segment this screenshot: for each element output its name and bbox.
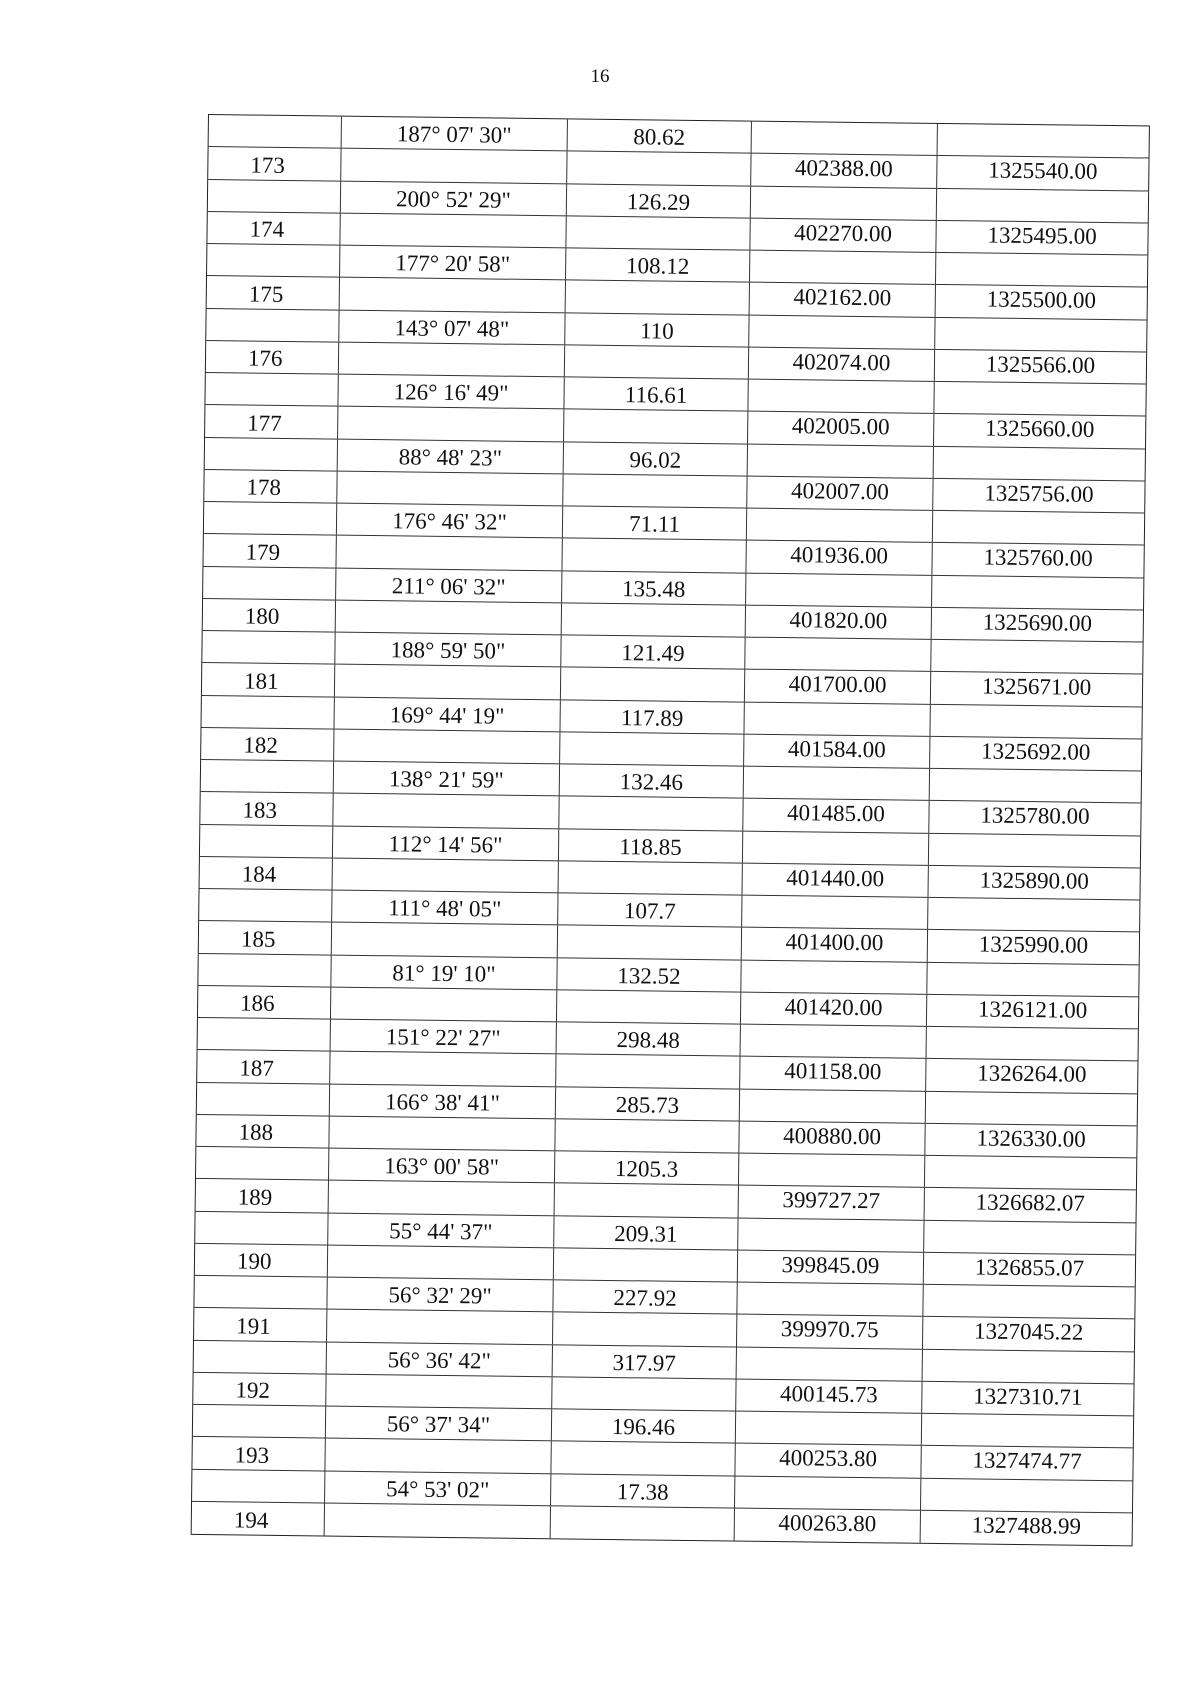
table-cell-bearing: 143° 07' 48"	[339, 310, 565, 344]
table-cell-easting	[744, 767, 930, 801]
table-cell-northing	[921, 1478, 1132, 1512]
table-cell-distance: 107.7	[558, 893, 742, 926]
table-cell-easting	[737, 1283, 923, 1317]
table-cell-distance	[566, 216, 750, 249]
table-cell-northing	[932, 575, 1143, 609]
table-cell-distance	[567, 152, 751, 185]
table-cell-northing	[937, 188, 1148, 222]
table-cell-bearing: 169° 44' 19"	[335, 697, 561, 731]
table-cell-distance	[565, 345, 749, 378]
table-cell-distance	[559, 797, 743, 830]
table-cell-bearing: 81° 19' 10"	[331, 955, 557, 989]
table-cell-distance: 1205.3	[555, 1151, 739, 1184]
table-cell-station	[205, 373, 338, 406]
table-cell-distance	[561, 668, 745, 701]
table-cell-northing	[936, 253, 1147, 287]
table-cell-northing: 1325566.00	[985, 351, 1096, 378]
table-cell-northing	[935, 317, 1146, 351]
table-cell-bearing: 54° 53' 02"	[325, 1471, 551, 1505]
table-cell-bearing: 200° 52' 29"	[341, 181, 567, 215]
table-cell-station: 190	[195, 1244, 328, 1277]
table-cell-station	[209, 115, 342, 148]
table-cell-bearing	[327, 1310, 553, 1344]
table-cell-bearing: 176° 46' 32"	[337, 504, 563, 538]
table-cell-easting: 401700.00	[745, 670, 931, 704]
table-cell-station	[194, 1276, 327, 1309]
table-cell-northing: 1325780.00	[980, 802, 1090, 830]
table-cell-station	[198, 953, 331, 986]
table-cell-station	[193, 1405, 326, 1438]
table-cell-northing: 1325660.00	[984, 415, 1095, 443]
table-cell-northing	[934, 446, 1145, 480]
table-cell-bearing	[328, 1245, 554, 1279]
table-cell-easting	[752, 122, 938, 156]
table-cell-northing	[929, 833, 1140, 867]
table-cell-easting	[750, 251, 936, 285]
table-cell-northing: 1327310.71	[973, 1383, 1083, 1410]
table-cell-distance: 71.11	[563, 506, 747, 539]
table-cell-distance: 132.52	[557, 958, 741, 991]
table-cell-bearing	[329, 1181, 555, 1215]
table-cell-station: 184	[200, 857, 333, 890]
table-cell-bearing: 56° 36' 42"	[327, 1342, 553, 1376]
table-cell-bearing	[340, 278, 566, 312]
table-cell-station: 191	[194, 1308, 327, 1341]
table-cell-easting: 399970.75	[737, 1315, 923, 1349]
table-cell-bearing: 111° 48' 05"	[332, 891, 558, 925]
table-cell-northing	[934, 382, 1145, 416]
table-cell-bearing: 163° 00' 58"	[329, 1149, 555, 1183]
table-cell-northing	[931, 640, 1142, 674]
table-cell-distance	[551, 1442, 735, 1475]
table-cell-easting: 401400.00	[742, 928, 928, 962]
table-cell-station: 187	[197, 1050, 330, 1083]
table-cell-easting: 400880.00	[739, 1121, 925, 1155]
table-cell-bearing: 112° 14' 56"	[333, 826, 559, 860]
table-cell-northing	[926, 1091, 1137, 1125]
table-cell-station: 176	[206, 341, 339, 374]
table-cell-bearing: 126° 16' 49"	[338, 375, 564, 409]
table-cell-distance: 298.48	[557, 1022, 741, 1055]
table-cell-bearing	[333, 794, 559, 828]
table-cell-bearing	[340, 213, 566, 247]
table-cell-station	[198, 1018, 331, 1051]
table-cell-distance: 80.62	[568, 119, 752, 152]
table-cell-northing: 1325540.00	[988, 157, 1098, 185]
table-cell-easting: 399727.27	[739, 1186, 925, 1220]
table-cell-northing	[925, 1156, 1136, 1190]
table-cell-bearing: 138° 21' 59"	[334, 762, 560, 796]
table-cell-northing	[930, 704, 1141, 738]
table-cell-distance	[555, 1119, 739, 1152]
table-cell-distance: 17.38	[551, 1474, 735, 1507]
table-cell-bearing: 151° 22' 27"	[331, 1020, 557, 1054]
table-cell-northing: 1325671.00	[981, 673, 1092, 701]
table-cell-station	[199, 889, 332, 922]
table-cell-easting: 401936.00	[746, 541, 932, 575]
table-cell-easting: 399845.09	[738, 1250, 924, 1284]
table-cell-northing: 1325692.00	[981, 738, 1091, 765]
table-cell-northing: 1326121.00	[977, 996, 1088, 1023]
table-cell-station	[200, 824, 333, 857]
table-cell-station: 182	[201, 728, 334, 761]
table-cell-bearing: 56° 37' 34"	[326, 1407, 552, 1441]
table-cell-station	[207, 244, 340, 277]
table-cell-easting: 401158.00	[740, 1057, 926, 1091]
table-cell-bearing	[336, 536, 562, 570]
table-cell-station: 183	[200, 792, 333, 825]
table-cell-bearing	[325, 1439, 551, 1473]
survey-table	[191, 114, 1150, 1546]
table-cell-bearing: 177° 20' 58"	[340, 246, 566, 280]
table-cell-bearing: 188° 59' 50"	[335, 633, 561, 667]
table-cell-station	[203, 566, 336, 599]
table-cell-easting	[741, 1025, 927, 1059]
table-cell-easting	[736, 1412, 922, 1446]
table-cell-station: 178	[204, 470, 337, 503]
table-cell-station: 185	[199, 921, 332, 954]
table-cell-distance: 118.85	[559, 829, 743, 862]
table-cell-easting: 400145.73	[736, 1379, 922, 1413]
table-cell-bearing	[326, 1374, 552, 1408]
table-cell-bearing	[330, 1052, 556, 1086]
table-cell-distance	[551, 1506, 735, 1540]
table-cell-station: 177	[205, 405, 338, 438]
table-cell-easting	[742, 896, 928, 930]
table-cell-distance: 108.12	[566, 248, 750, 281]
table-cell-northing	[927, 962, 1138, 996]
table-cell-northing	[933, 511, 1144, 545]
page-number: 16	[590, 66, 610, 87]
table-cell-distance	[552, 1377, 736, 1410]
table-cell-station: 194	[192, 1502, 325, 1536]
table-cell-station	[201, 760, 334, 793]
table-cell-northing: 1325760.00	[983, 544, 1093, 572]
table-cell-station: 193	[192, 1437, 325, 1470]
table-cell-northing: 1325690.00	[982, 609, 1093, 636]
table-cell-bearing: 88° 48' 23"	[338, 439, 564, 473]
table-cell-bearing	[337, 471, 563, 505]
table-cell-distance	[563, 474, 747, 507]
table-cell-distance: 96.02	[564, 442, 748, 475]
table-cell-distance	[562, 603, 746, 636]
table-cell-northing	[923, 1349, 1134, 1383]
table-cell-bearing: 211° 06' 32"	[336, 568, 562, 602]
table-cell-northing: 1325495.00	[987, 222, 1097, 249]
table-cell-easting	[746, 573, 932, 607]
table-cell-station: 192	[193, 1373, 326, 1406]
table-cell-station	[195, 1211, 328, 1244]
table-cell-station	[197, 1082, 330, 1115]
table-cell-bearing	[338, 407, 564, 441]
table-cell-northing	[928, 898, 1139, 932]
table-cell-easting	[741, 960, 927, 994]
table-cell-bearing: 187° 07' 30"	[342, 117, 568, 151]
table-cell-station: 180	[203, 599, 336, 632]
table-cell-easting	[747, 509, 933, 543]
table-cell-bearing	[333, 858, 559, 892]
table-cell-easting	[749, 315, 935, 349]
table-cell-distance: 196.46	[552, 1409, 736, 1442]
table-cell-easting: 402007.00	[747, 476, 933, 510]
table-cell-distance	[555, 1184, 739, 1217]
table-cell-easting: 402162.00	[750, 283, 936, 317]
table-cell-distance: 117.89	[560, 700, 744, 733]
table-cell-distance: 227.92	[553, 1280, 737, 1313]
table-cell-station: 174	[207, 212, 340, 245]
table-cell-station	[202, 695, 335, 728]
table-cell-distance	[557, 990, 741, 1023]
table-cell-easting: 401440.00	[743, 863, 929, 897]
table-cell-northing: 1327045.22	[973, 1318, 1084, 1346]
table-cell-easting: 401420.00	[741, 992, 927, 1026]
table-cell-bearing: 166° 38' 41"	[330, 1084, 556, 1118]
table-cell-easting	[744, 702, 930, 736]
table-cell-northing: 1327474.77	[972, 1447, 1082, 1475]
table-cell-northing	[923, 1285, 1134, 1319]
table-cell-easting: 400263.80	[735, 1508, 921, 1543]
table-cell-bearing	[334, 729, 560, 763]
table-cell-easting	[739, 1154, 925, 1188]
table-cell-distance	[559, 861, 743, 894]
table-cell-bearing: 55° 44' 37"	[328, 1213, 554, 1247]
table-cell-northing: 1325500.00	[986, 286, 1097, 314]
table-cell-distance: 209.31	[554, 1216, 738, 1249]
table-cell-distance: 110	[565, 313, 749, 346]
table-cell-station	[192, 1469, 325, 1502]
table-cell-station: 181	[202, 663, 335, 696]
table-cell-northing	[922, 1414, 1133, 1448]
table-cell-easting: 401820.00	[746, 605, 932, 639]
table-cell-station: 173	[208, 147, 341, 180]
table-cell-easting: 400253.80	[735, 1444, 921, 1478]
table-cell-distance: 116.61	[564, 377, 748, 410]
table-cell-northing: 1327488.99	[971, 1512, 1082, 1539]
table-cell-easting: 402005.00	[748, 412, 934, 446]
table-cell-distance: 132.46	[560, 764, 744, 797]
table-cell-easting: 401584.00	[744, 734, 930, 768]
table-cell-station	[205, 437, 338, 470]
table-cell-easting	[751, 186, 937, 220]
table-cell-easting	[735, 1476, 921, 1510]
table-cell-station: 189	[196, 1179, 329, 1212]
table-cell-bearing	[331, 987, 557, 1021]
table-cell-station	[208, 180, 341, 213]
table-cell-easting	[745, 638, 931, 672]
table-cell-station	[206, 308, 339, 341]
table-cell-northing: 1326264.00	[977, 1060, 1087, 1088]
table-cell-bearing	[336, 600, 562, 634]
table-cell-station	[202, 631, 335, 664]
table-cell-easting: 401485.00	[743, 799, 929, 833]
table-cell-distance: 317.97	[553, 1345, 737, 1378]
table-cell-northing	[930, 769, 1141, 803]
table-cell-distance	[562, 539, 746, 572]
table-cell-station	[196, 1147, 329, 1180]
table-cell-easting: 402270.00	[750, 218, 936, 252]
table-cell-easting	[748, 380, 934, 414]
table-cell-distance: 121.49	[561, 635, 745, 668]
table-cell-station: 175	[207, 276, 340, 309]
table-cell-northing	[938, 124, 1149, 158]
table-cell-distance: 285.73	[556, 1087, 740, 1120]
table-cell-station	[194, 1340, 327, 1373]
table-cell-station	[204, 502, 337, 535]
table-cell-distance	[554, 1248, 738, 1281]
table-cell-easting	[748, 444, 934, 478]
table-cell-bearing	[329, 1116, 555, 1150]
table-cell-northing: 1325756.00	[984, 480, 1094, 507]
table-cell-bearing	[332, 923, 558, 957]
table-cell-easting	[743, 831, 929, 865]
table-cell-easting: 402074.00	[749, 347, 935, 381]
table-cell-distance	[556, 1055, 740, 1088]
table-cell-distance	[560, 732, 744, 765]
table-cell-bearing	[341, 149, 567, 183]
table-cell-distance	[564, 410, 748, 443]
table-cell-station: 186	[198, 986, 331, 1019]
table-cell-distance: 126.29	[567, 184, 751, 217]
table-cell-northing: 1326330.00	[976, 1125, 1086, 1152]
table-cell-distance: 135.48	[562, 571, 746, 604]
table-cell-bearing	[335, 665, 561, 699]
table-cell-station: 179	[203, 534, 336, 567]
table-cell-bearing: 56° 32' 29"	[327, 1278, 553, 1312]
table-cell-northing: 1325890.00	[979, 867, 1089, 894]
table-cell-station: 188	[196, 1115, 329, 1148]
table-cell-easting: 402388.00	[751, 154, 937, 188]
table-cell-northing: 1325990.00	[978, 931, 1089, 959]
table-cell-northing	[924, 1220, 1135, 1254]
table-cell-distance	[553, 1313, 737, 1346]
table-cell-northing: 1326682.07	[975, 1189, 1086, 1217]
table-cell-easting	[737, 1347, 923, 1381]
table-cell-bearing	[339, 342, 565, 376]
table-cell-northing	[927, 1027, 1138, 1061]
table-cell-easting	[738, 1218, 924, 1252]
table-cell-distance	[558, 926, 742, 959]
table-cell-bearing	[325, 1503, 551, 1538]
table-cell-distance	[566, 281, 750, 314]
table-cell-easting	[740, 1089, 926, 1123]
table-cell-northing: 1326855.07	[974, 1254, 1085, 1281]
